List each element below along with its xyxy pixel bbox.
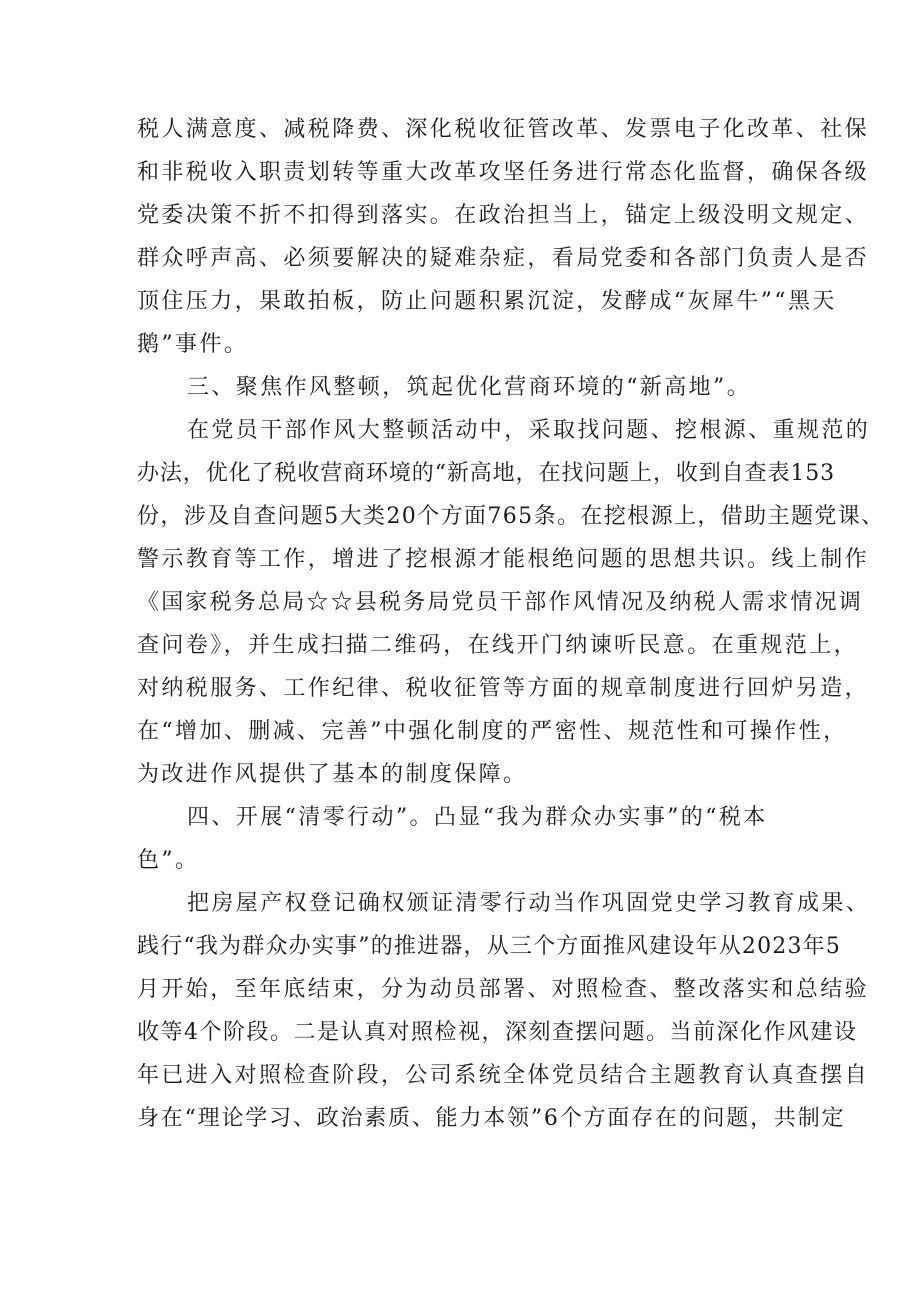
text-line: 顶住压力，果敢拍板，防止问题积累沉淀，发酵成“灰犀牛”“黑天 bbox=[137, 289, 837, 314]
text-line: 群众呼声高、必须要解决的疑难杂症，看局党委和各部门负责人是否 bbox=[137, 246, 870, 271]
text-line: 党委决策不折不扣得到落实。在政治担当上，锚定上级没明文规定、 bbox=[137, 203, 870, 228]
section-heading: 四、开展“清零行动”。凸显“我为群众办实事”的“税本 bbox=[187, 805, 768, 830]
text-line: 税人满意度、减税降费、深化税收征管改革、发票电子化改革、社保 bbox=[137, 117, 870, 142]
section-heading: 色”。 bbox=[137, 848, 200, 873]
text-line: 把房屋产权登记确权颁证清零行动当作巩固党史学习教育成果、 bbox=[187, 891, 871, 916]
text-line: 为改进作风提供了基本的制度保障。 bbox=[137, 762, 528, 787]
text-line: 查问卷》，并生成扫描二维码，在线开门纳谏听民意。在重规范上， bbox=[137, 633, 859, 658]
section-heading: 三、聚焦作风整顿，筑起优化营商环境的“新高地”。 bbox=[187, 375, 752, 400]
text-line: 鹅”事件。 bbox=[137, 332, 249, 357]
text-line: 警示教育等工作，增进了挖根源才能根绝问题的思想共识。线上制作 bbox=[137, 547, 870, 572]
text-line: 在党员干部作风大整顿活动中，采取找问题、挖根源、重规范的 bbox=[187, 418, 871, 443]
text-line: 对纳税服务、工作纪律、税收征管等方面的规章制度进行回炉另造， bbox=[137, 676, 870, 701]
text-line: 办法，优化了税收营商环境的“新高地，在找问题上，收到自查表153 bbox=[137, 461, 836, 486]
text-line: 收等4个阶段。二是认真对照检视，深刻查摆问题。当前深化作风建设 bbox=[137, 1020, 858, 1045]
text-line: 在“增加、删减、完善”中强化制度的严密性、规范性和可操作性， bbox=[137, 719, 848, 744]
text-line: 身在“理论学习、政治素质、能力本领”6个方面存在的问题，共制定 bbox=[137, 1106, 846, 1131]
text-line: 份，涉及自查问题5大类20个方面765条。在挖根源上，借助主题党课、 bbox=[137, 504, 885, 529]
text-line: 践行“我为群众办实事”的推进器，从三个方面推风建设年从2023年5 bbox=[137, 934, 842, 959]
text-line: 和非税收入职责划转等重大改革攻坚任务进行常态化监督，确保各级 bbox=[137, 160, 870, 185]
text-line: 月开始，至年底结束，分为动员部署、对照检查、整改落实和总结验 bbox=[137, 977, 870, 1002]
text-line: 年已进入对照检查阶段，公司系统全体党员结合主题教育认真查摆自 bbox=[137, 1063, 870, 1088]
text-line: 《国家税务总局☆☆县税务局党员干部作风情况及纳税人需求情况调 bbox=[137, 590, 864, 615]
